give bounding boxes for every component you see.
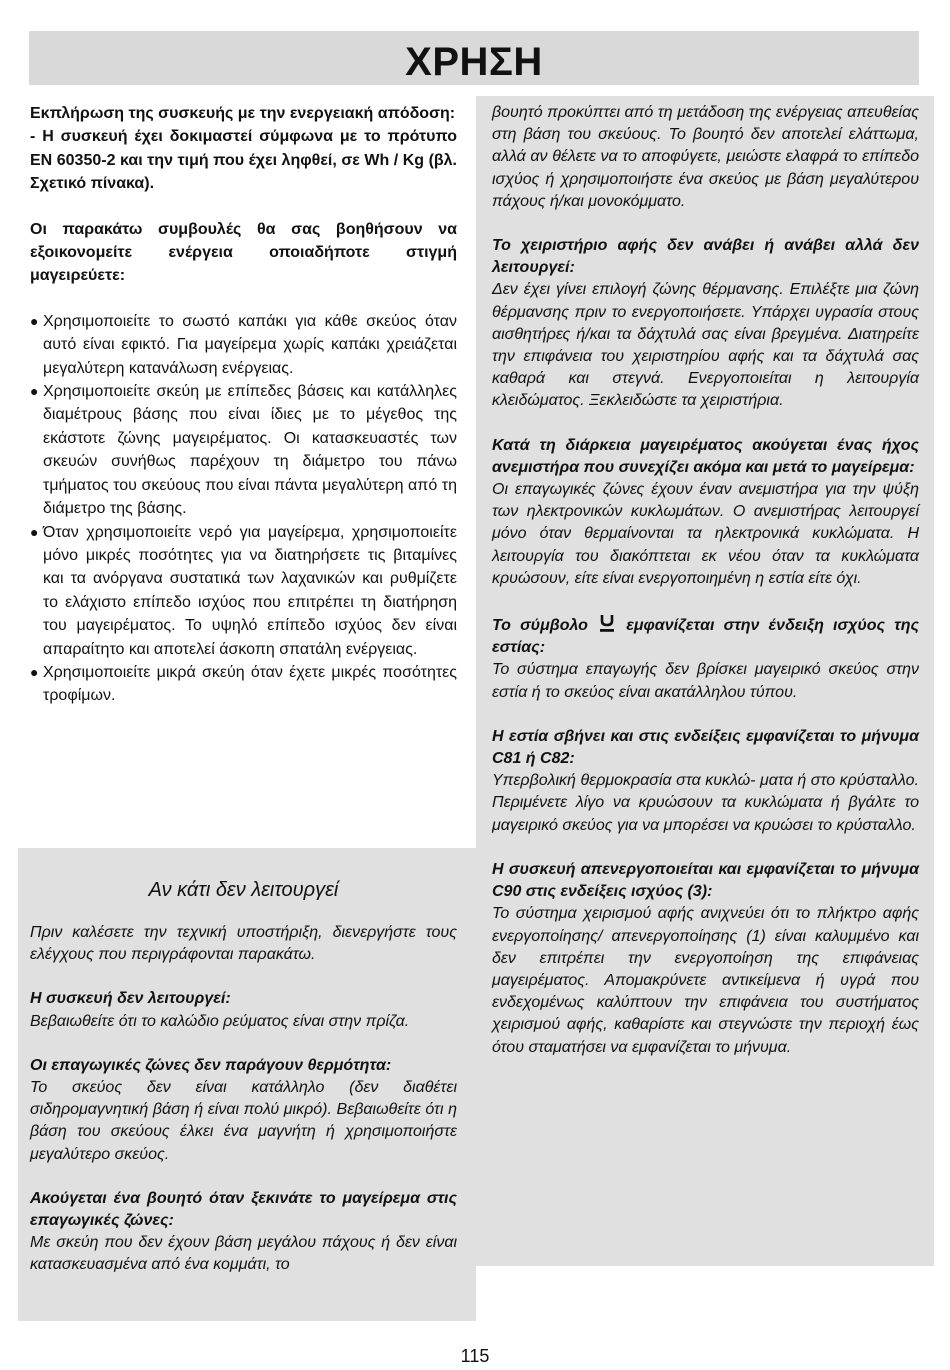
energy-text: - Η συσκευή έχει δοκιμαστεί σύμφωνα με το πρότυπο EN 60350-2 και την τιμή που έχει ληφθεί, σε Wh / Kg (βλ. Σχετικό πίνακα). bbox=[30, 128, 457, 193]
problem-answer-continued: βουητό προκύπτει από τη μετάδοση της ενέργειας απευθείας στη βάση του σκεύους. Το βουητό δεν αποτελεί ελάττωμα, αλλά αν θέλετε να το αποφύγετε, μειώστε ελαφρά το επίπεδο ισχύος ή χρησιμοποιήστε ένα σκεύος με βάση μεγαλύτερου πάχους ή/και μονοκόμματο. bbox=[492, 104, 919, 210]
list-item bbox=[30, 310, 457, 380]
problem-answer: Το σκεύος δεν είναι κατάλληλο (δεν διαθέτει σιδηρομαγνητική βάση ή είναι πολύ μικρό). Βεβαιωθείτε ότι η βάση του σκεύους έλκει ένα μαγνήτη ή χρησιμοποιήστε μεγαλύτερο σκεύος. bbox=[30, 1079, 457, 1163]
tip-text: Χρησιμοποιείτε σκεύη με επίπεδες βάσεις και κατάλληλες διαμέτρους βάσης που είναι ίδιες με το μέγεθος της εκάστοτε ζώνης μαγειρέματος. Οι κατασκευαστές των σκευών συνήθως παρέχουν τη διάμετρο του πάνω τμήματος του σκεύους που είναι πάντα μεγαλύτερη από τη διάμετρο της βάσης. bbox=[43, 383, 457, 518]
problem-answer: Δεν έχει γίνει επιλογή ζώνης θέρμανσης. Επιλέξτε μια ζώνη θέρμανσης πριν το ενεργοποιήσετε. Υπάρχει υγρασία στους αισθητήρες ή/και τα δάχτυλά σας είναι βρεγμένα. Διατηρείτε την επιφάνεια του χειριστηρίου αφής και τα δάχτυλά σας καθαρά και στεγνά. Ενεργοποιείται η λειτουργία κλειδώματος. Ξεκλειδώστε τα χειριστήρια. bbox=[492, 281, 919, 410]
problem-answer: Οι επαγωγικές ζώνες έχουν έναν ανεμιστήρα για την ψύξη των ηλεκτρονικών κυκλωμάτων. Ο ανεμιστήρας λειτουργεί μόνο όταν θερμαίνονται τα ηλεκτρονικά κυκλώματα. Η λειτουργία του διακόπτεται εκ νέου όταν τα κυκλώματα κρυώσουν, είτε είναι ενεργοποιημένη η εστία είτε όχι. bbox=[492, 481, 919, 587]
energy-heading: Εκπλήρωση της συσκευής με την ενεργειακή απόδοση: bbox=[30, 105, 456, 122]
list-item bbox=[30, 521, 457, 661]
bullet-icon: ● bbox=[30, 663, 39, 680]
bullet-icon: ● bbox=[30, 383, 39, 400]
title-bar bbox=[29, 31, 919, 85]
problem-question: Το χειριστήριο αφής δεν ανάβει ή ανάβει αλλά δεν λειτουργεί: bbox=[492, 237, 919, 277]
troubleshooting-left bbox=[30, 876, 457, 1277]
page-title: ΧΡΗΣΗ bbox=[405, 40, 543, 84]
bullet-icon: ● bbox=[30, 523, 39, 540]
list-item bbox=[30, 380, 457, 520]
problem-answer: Υπερβολική θερμοκρασία στα κυκλώ- ματα ή στο κρύσταλλο. Περιμένετε λίγο να κρυώσουν τα κυκλώματα ή βγάλτε το μαγειρικό σκεύος για να μπορέσει να κρυώσει το κρύσταλλο. bbox=[492, 772, 919, 834]
troubleshooting-title: Αν κάτι δεν λειτουργεί bbox=[148, 879, 339, 901]
question-part: εμφανίζεται στην ένδειξη ισχύος της εστίας: bbox=[492, 617, 920, 657]
problem-answer: Βεβαιωθείτε ότι το καλώδιο ρεύματος είναι στην πρίζα. bbox=[30, 1012, 410, 1030]
no-pan-symbol-icon bbox=[597, 612, 617, 634]
question-part: Το σύμβολο bbox=[492, 617, 588, 635]
problem-question: Κατά τη διάρκεια μαγειρέματος ακούγεται ένας ήχος ανεμιστήρα που συνεχίζει ακόμα και μετά το μαγείρεμα: bbox=[492, 436, 919, 476]
problem-question: Ακούγεται ένα βουητό όταν ξεκινάτε το μαγείρεμα στις επαγωγικές ζώνες: bbox=[30, 1189, 457, 1230]
problem-answer: Το σύστημα χειρισμού αφής ανιχνεύει ότι το πλήκτρο αφής ενεργοποίησης/ απενεργοποίησης (1) είναι καλυμμένο και δεν επιτρέπει την ενεργοποίηση της επιφάνειας μαγειρέματος. Απομακρύνετε αντικείμενα ή υγρά που ενδεχομένως καλύπτουν την επιφάνεια του συστήματος χειρισμού αφής, καθαρίστε και στεγνώστε την περιοχή έως ότου σταματήσει να εμφανίζεται το μήνυμα. bbox=[492, 905, 919, 1056]
problem-question: Η εστία σβήνει και στις ενδείξεις εμφανίζεται το μήνυμα C81 ή C82: bbox=[492, 727, 919, 768]
tips-list bbox=[30, 310, 457, 708]
tip-text: Χρησιμοποιείτε το σωστό καπάκι για κάθε σκεύος όταν αυτό είναι εφικτό. Για μαγείρεμα χωρίς καπάκι χρειάζεται μεγαλύτερη κατανάλωση ενέργειας. bbox=[43, 312, 457, 377]
problem-question: Οι επαγωγικές ζώνες δεν παράγουν θερμότητα: bbox=[30, 1056, 392, 1074]
problem-question: Η συσκευή δεν λειτουργεί: bbox=[30, 990, 231, 1008]
tip-text: Χρησιμοποιείτε μικρά σκεύη όταν έχετε μικρές ποσότητες τροφίμων. bbox=[43, 663, 457, 705]
problem-question bbox=[492, 612, 919, 659]
problem-answer: Με σκεύη που δεν έχουν βάση μεγάλου πάχους ή δεν είναι κατασκευασμένα από ένα κομμάτι, το bbox=[30, 1234, 457, 1274]
troubleshooting-intro: Πριν καλέσετε την τεχνική υποστήριξη, διενεργήστε τους ελέγχους που περιγράφονται παρακάτω. bbox=[30, 924, 457, 964]
energy-section bbox=[30, 102, 457, 708]
tip-text: Όταν χρησιμοποιείτε νερό για μαγείρεμα, χρησιμοποιείτε μόνο μικρές ποσότητες για να διατηρήσετε τις βιταμίνες και τα ανόργανα συστατικά των λαχανικών και ρυθμίζετε το ελάχιστο επίπεδο ισχύος που επιτρέπει τη διατήρηση του μαγειρέματος. Το υψηλό επίπεδο ισχύος δεν είναι απαραίτητο και αποτελεί άσκοπη σπατάλη ενέργειας. bbox=[43, 523, 457, 658]
problem-question: Η συσκευή απενεργοποιείται και εμφανίζεται το μήνυμα C90 στις ενδείξεις ισχύος (3): bbox=[492, 860, 919, 901]
page-number: 115 bbox=[460, 1346, 490, 1366]
tips-intro: Οι παρακάτω συμβουλές θα σας βοηθήσουν να εξοικονομείτε ενέργεια οποιαδήποτε στιγμή μαγειρεύετε: bbox=[30, 220, 457, 285]
troubleshooting-right bbox=[492, 102, 919, 1059]
bullet-icon: ● bbox=[30, 312, 39, 329]
problem-answer: Το σύστημα επαγωγής δεν βρίσκει μαγειρικό σκεύος στην εστία ή το σκεύος είναι ακατάλληλου τύπου. bbox=[492, 661, 919, 701]
list-item bbox=[30, 661, 457, 708]
